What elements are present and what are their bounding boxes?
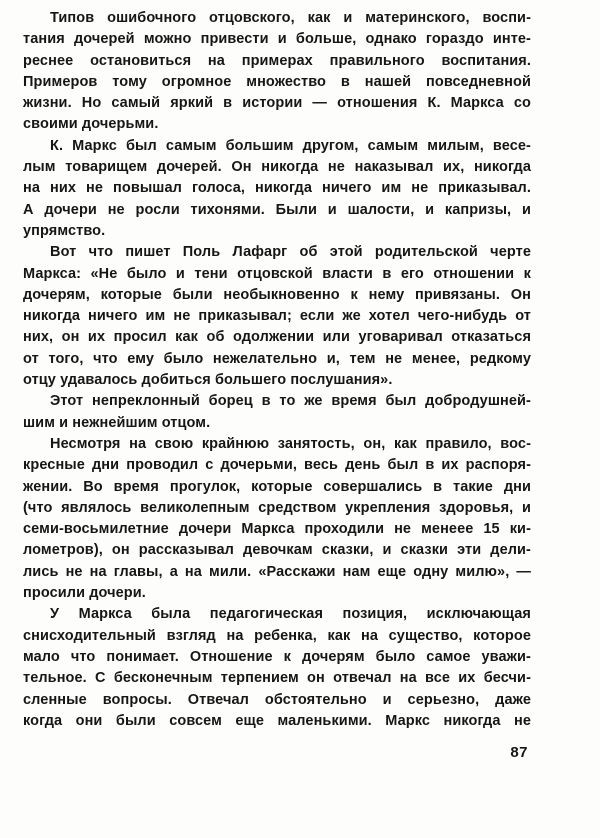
text-line: от того, что ему было нежелательно и, тем не менее, редкому bbox=[23, 350, 531, 367]
text-line: лым товарищем дочерей. Он никогда не наказывал их, никогда bbox=[23, 159, 531, 176]
text-line: Несмотря на свою крайнюю занятость, он, как правило, вос- bbox=[50, 435, 531, 452]
text-line: жении. Во время прогулок, которые совершались в такие дни bbox=[23, 478, 531, 495]
text-line: отцу удавалось добиться большего послушания». bbox=[23, 372, 393, 389]
text-line: кресные дни проводил с дочерьми, весь день был в их распоря- bbox=[23, 457, 531, 474]
text-line: реснее остановиться на примерах правильного воспитания. bbox=[23, 52, 531, 69]
text-line: Маркса: «Не было и тени отцовской власти в его отношении к bbox=[23, 265, 531, 282]
text-line: А дочери не росли тихонями. Были и шалости, и капризы, и bbox=[23, 201, 531, 218]
text-line: Примеров тому огромное множество в нашей повседневной bbox=[23, 73, 531, 90]
paragraph-5 bbox=[23, 434, 531, 604]
text-line: У Маркса была педагогическая позиция, исключающая bbox=[50, 606, 531, 623]
text-line: К. Маркс был самым большим другом, самым милым, весе- bbox=[50, 137, 531, 154]
text-line: тельное. С бесконечным терпением он отвечал на все их бесчи- bbox=[23, 670, 531, 687]
text-line: снисходительный взгляд на ребенка, как на существо, которое bbox=[23, 627, 531, 644]
paragraph-4 bbox=[23, 391, 531, 434]
text-line: Этот непреклонный борец в то же время был добродушней- bbox=[50, 393, 531, 410]
text-line: мало что понимает. Отношение к дочерям было самое уважи- bbox=[23, 648, 531, 665]
text-line: Типов ошибочного отцовского, как и материнского, воспи- bbox=[50, 10, 531, 26]
text-line: своими дочерьми. bbox=[23, 116, 159, 133]
text-line: Вот что пишет Поль Лафарг об этой родительской черте bbox=[50, 244, 531, 261]
text-line: лометров), он рассказывал девочкам сказки, и сказки эти дели- bbox=[23, 542, 531, 559]
text-line: лись не на главы, а на мили. «Расскажи нам еще одну милю», — bbox=[23, 563, 531, 580]
text-line: просили дочери. bbox=[23, 585, 146, 602]
text-line: когда они были совсем еще маленькими. Маркс никогда не bbox=[23, 712, 531, 729]
text-block bbox=[23, 8, 531, 732]
text-line: на них не повышал голоса, никогда ничего им не приказывал. bbox=[23, 180, 531, 197]
text-line: них, он их просил как об одолжении или уговаривал отказаться bbox=[23, 329, 531, 346]
text-line: никогда ничего им не приказывал; если же хотел чего-нибудь от bbox=[23, 308, 531, 325]
text-line: шим и нежнейшим отцом. bbox=[23, 414, 211, 431]
text-line: семи-восьмилетние дочери Маркса проходили не менеее 15 ки- bbox=[23, 521, 531, 538]
text-line: (что являлось великолепным средством укрепления здоровья, и bbox=[23, 499, 531, 516]
text-line: дочерям, которые были необыкновенно к нему привязаны. Он bbox=[23, 286, 531, 303]
paragraph-3 bbox=[23, 242, 531, 391]
text-line: жизни. Но самый яркий в истории — отношения К. Маркса со bbox=[23, 95, 531, 112]
text-line: тания дочерей можно привести и больше, однако гораздо инте- bbox=[23, 31, 531, 48]
paragraph-2 bbox=[23, 136, 531, 242]
paragraph-6 bbox=[23, 604, 531, 732]
text-line: сленные вопросы. Отвечал обстоятельно и серьезно, даже bbox=[23, 691, 531, 708]
text-line: упрямство. bbox=[23, 222, 106, 239]
paragraph-1 bbox=[23, 8, 531, 136]
page-number: 87 bbox=[510, 744, 528, 761]
